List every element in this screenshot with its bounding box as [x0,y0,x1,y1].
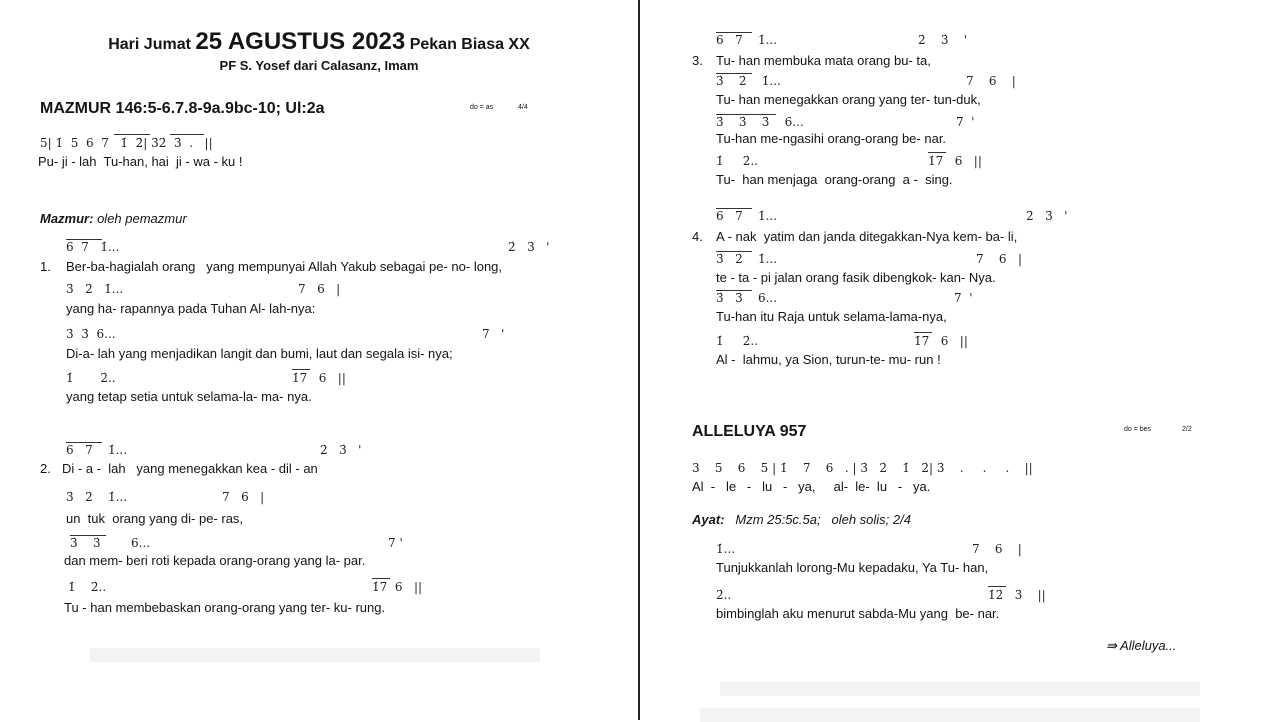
lyric-line: yang tetap setia untuk selama-la- ma- nya. [66,389,312,404]
beam [914,332,932,333]
notation-end: 7 6 | [976,252,1023,266]
response-notation: 5| 1̇ 5 6 7 1̇ 2̇| 3̇2̇ 3̇ . || [40,136,213,150]
notation-line: 1̇ 2̇.. [66,371,116,385]
psalm-title: MAZMUR 146:5-6.7.8-9a.9bc-10; Ul:2a [40,100,325,117]
notation-end: 7 ' [482,327,505,341]
beam [372,578,390,579]
notation-line: 3̇ 3̇ 6... [70,536,151,550]
beam [928,152,946,153]
notation-line: 3̇ 2̇ 1̇... [66,490,128,504]
ayat-lyric: bimbinglah aku menurut sabda-Mu yang be- nar. [716,606,1000,621]
double-arrow-icon: ⇛ [1106,638,1117,653]
notation-line: 3̇ 3̇ 6... [66,327,116,341]
lyric-line: Di - a - lah yang menegakkan kea - dil - an [62,461,318,476]
notation-line: 6 7 1̇... [716,33,778,47]
ayat-notation-end: 7 6 | [972,542,1022,556]
closing-text: Alleluya... [1120,638,1177,653]
ayat-time: 2/4 [892,512,911,527]
notation-end: 1̇7 6 || [928,154,982,168]
notation-line: 1̇ 2̇.. [68,580,107,594]
notation-line: 3̇ 2̇ 1̇... [66,282,124,296]
lyric-line: Al - lahmu, ya Sion, turun-te- mu- run ! [716,352,941,367]
notation-line: 3̇ 2̇ 1̇... [716,252,778,266]
ayat-solis: oleh solis; [831,512,890,527]
notation-end: 7 6 | [298,282,341,296]
notation-end: 2̇ 3̇ ' [1026,209,1068,223]
beam [170,134,204,135]
ayat-notation: 1̇... [716,542,736,556]
notation-line: 1̇ 2̇.. [716,154,758,168]
lyric-line: Tu-han itu Raja untuk selama-lama-nya, [716,309,947,324]
beam [114,134,150,135]
lyric-line: Tu- han menegakkan orang yang ter- tun-duk, [716,92,981,107]
closing-line [1106,638,1176,654]
lyric-line: Tu-han me-ngasihi orang-orang be- nar. [716,131,947,146]
ayat-lyric: Tunjukkanlah lorong-Mu kepadaku, Ya Tu- han, [716,560,989,575]
response-lyric: Pu- ji - lah Tu-han, hai ji - wa - ku ! [38,154,243,169]
notation-end: 7 6 | [966,74,1016,88]
cantor-line [40,211,187,226]
beam [292,369,310,370]
header-day: Hari Jumat [108,36,191,53]
alleluia-lyric: Al - le - lu - ya, al- le- lu - ya. [692,479,931,494]
notation-end: 1̇7 6 || [914,334,968,348]
ayat-label: Ayat: [692,512,725,527]
lyric-line: dan mem- beri roti kepada orang-orang yang la- par. [64,553,366,568]
lyric-line: te - ta - pi jalan orang fasik dibengkok- kan- Nya. [716,270,996,285]
page-header [0,28,638,56]
notation-end: 2̇ 3̇ ' [320,443,362,457]
feast-subtitle: PF S. Yosef dari Calasanz, Imam [219,58,419,73]
lyric-line: Tu- han membuka mata orang bu- ta, [716,53,931,68]
beam [70,535,106,536]
faded-bleedthrough [90,648,540,662]
alleluia-time: 2/2 [1182,426,1192,433]
verse-number: 3. [692,53,703,68]
notation-line: 3̇ 3̇ 3̇ 6... [716,115,804,129]
notation-line: 6 7 1̇... [66,240,120,254]
notation-line: 3̇ 2̇ 1̇... [716,74,781,88]
header-date: 25 AGUSTUS 2023 [195,28,406,55]
ayat-notation: 2̇.. [716,588,732,602]
psalm-key: do = as [470,104,494,111]
lyric-line: Tu - han membebaskan orang-orang yang ter- ku- rung. [64,600,386,615]
alleluia-key: do = bes [1124,426,1152,433]
ayat-notation-end: 1̇2̇ 3̇ || [988,588,1046,602]
header-week: Pekan Biasa XX [409,36,530,53]
psalm-time: 4/4 [518,104,528,111]
notation-line: 3̇ 3̇ 6... [716,291,778,305]
notation-line: 1̇ 2̇.. [716,334,758,348]
notation-end: 7 ' [956,115,975,129]
page-divider [638,0,640,720]
cantor-text: oleh pemazmur [97,211,187,226]
faded-bleedthrough [720,682,1200,696]
lyric-line: Di-a- lah yang menjadikan langit dan bumi, laut dan segala isi- nya; [66,346,453,361]
notation-end: 2̇ 3̇ ' [918,33,968,47]
notation-end: 7 ' [388,536,403,550]
verse-number: 2. [40,461,51,476]
cantor-label: Mazmur: [40,211,94,226]
alleluia-title: ALLELUYA 957 [692,423,807,440]
verse-number: 1. [40,259,51,274]
lyric-line: Tu- han menjaga orang-orang a - sing. [716,172,953,187]
lyric-line: un tuk orang yang di- pe- ras, [66,511,244,526]
notation-end: 1̇7 6 || [372,580,423,594]
beam [988,586,1006,587]
notation-end: 7 6 | [222,490,265,504]
lyric-line: A - nak yatim dan janda ditegakkan-Nya kem- ba- li, [716,229,1018,244]
lyric-line: Ber-ba-hagialah orang yang mempunyai Allah Yakub sebagai pe- no- long, [66,259,503,274]
ayat-line [692,512,911,527]
lyric-line: yang ha- rapannya pada Tuhan Al- lah-nya: [66,301,316,316]
verse-number: 4. [692,229,703,244]
notation-line: 6 7 1̇... [66,443,128,457]
ayat-ref: Mzm 25:5c.5a; [735,512,821,527]
notation-end: 2̇ 3̇ ' [508,240,550,254]
alleluia-notation: 3 5 6 5 | 1̇ 7 6 . | 3̇ 2̇ 1̇ 2̇| 3̇ . . . || [692,461,1033,475]
notation-end: 7 ' [954,291,973,305]
notation-end: 1̇7 6 || [292,371,346,385]
notation-line: 6 7 1̇... [716,209,778,223]
